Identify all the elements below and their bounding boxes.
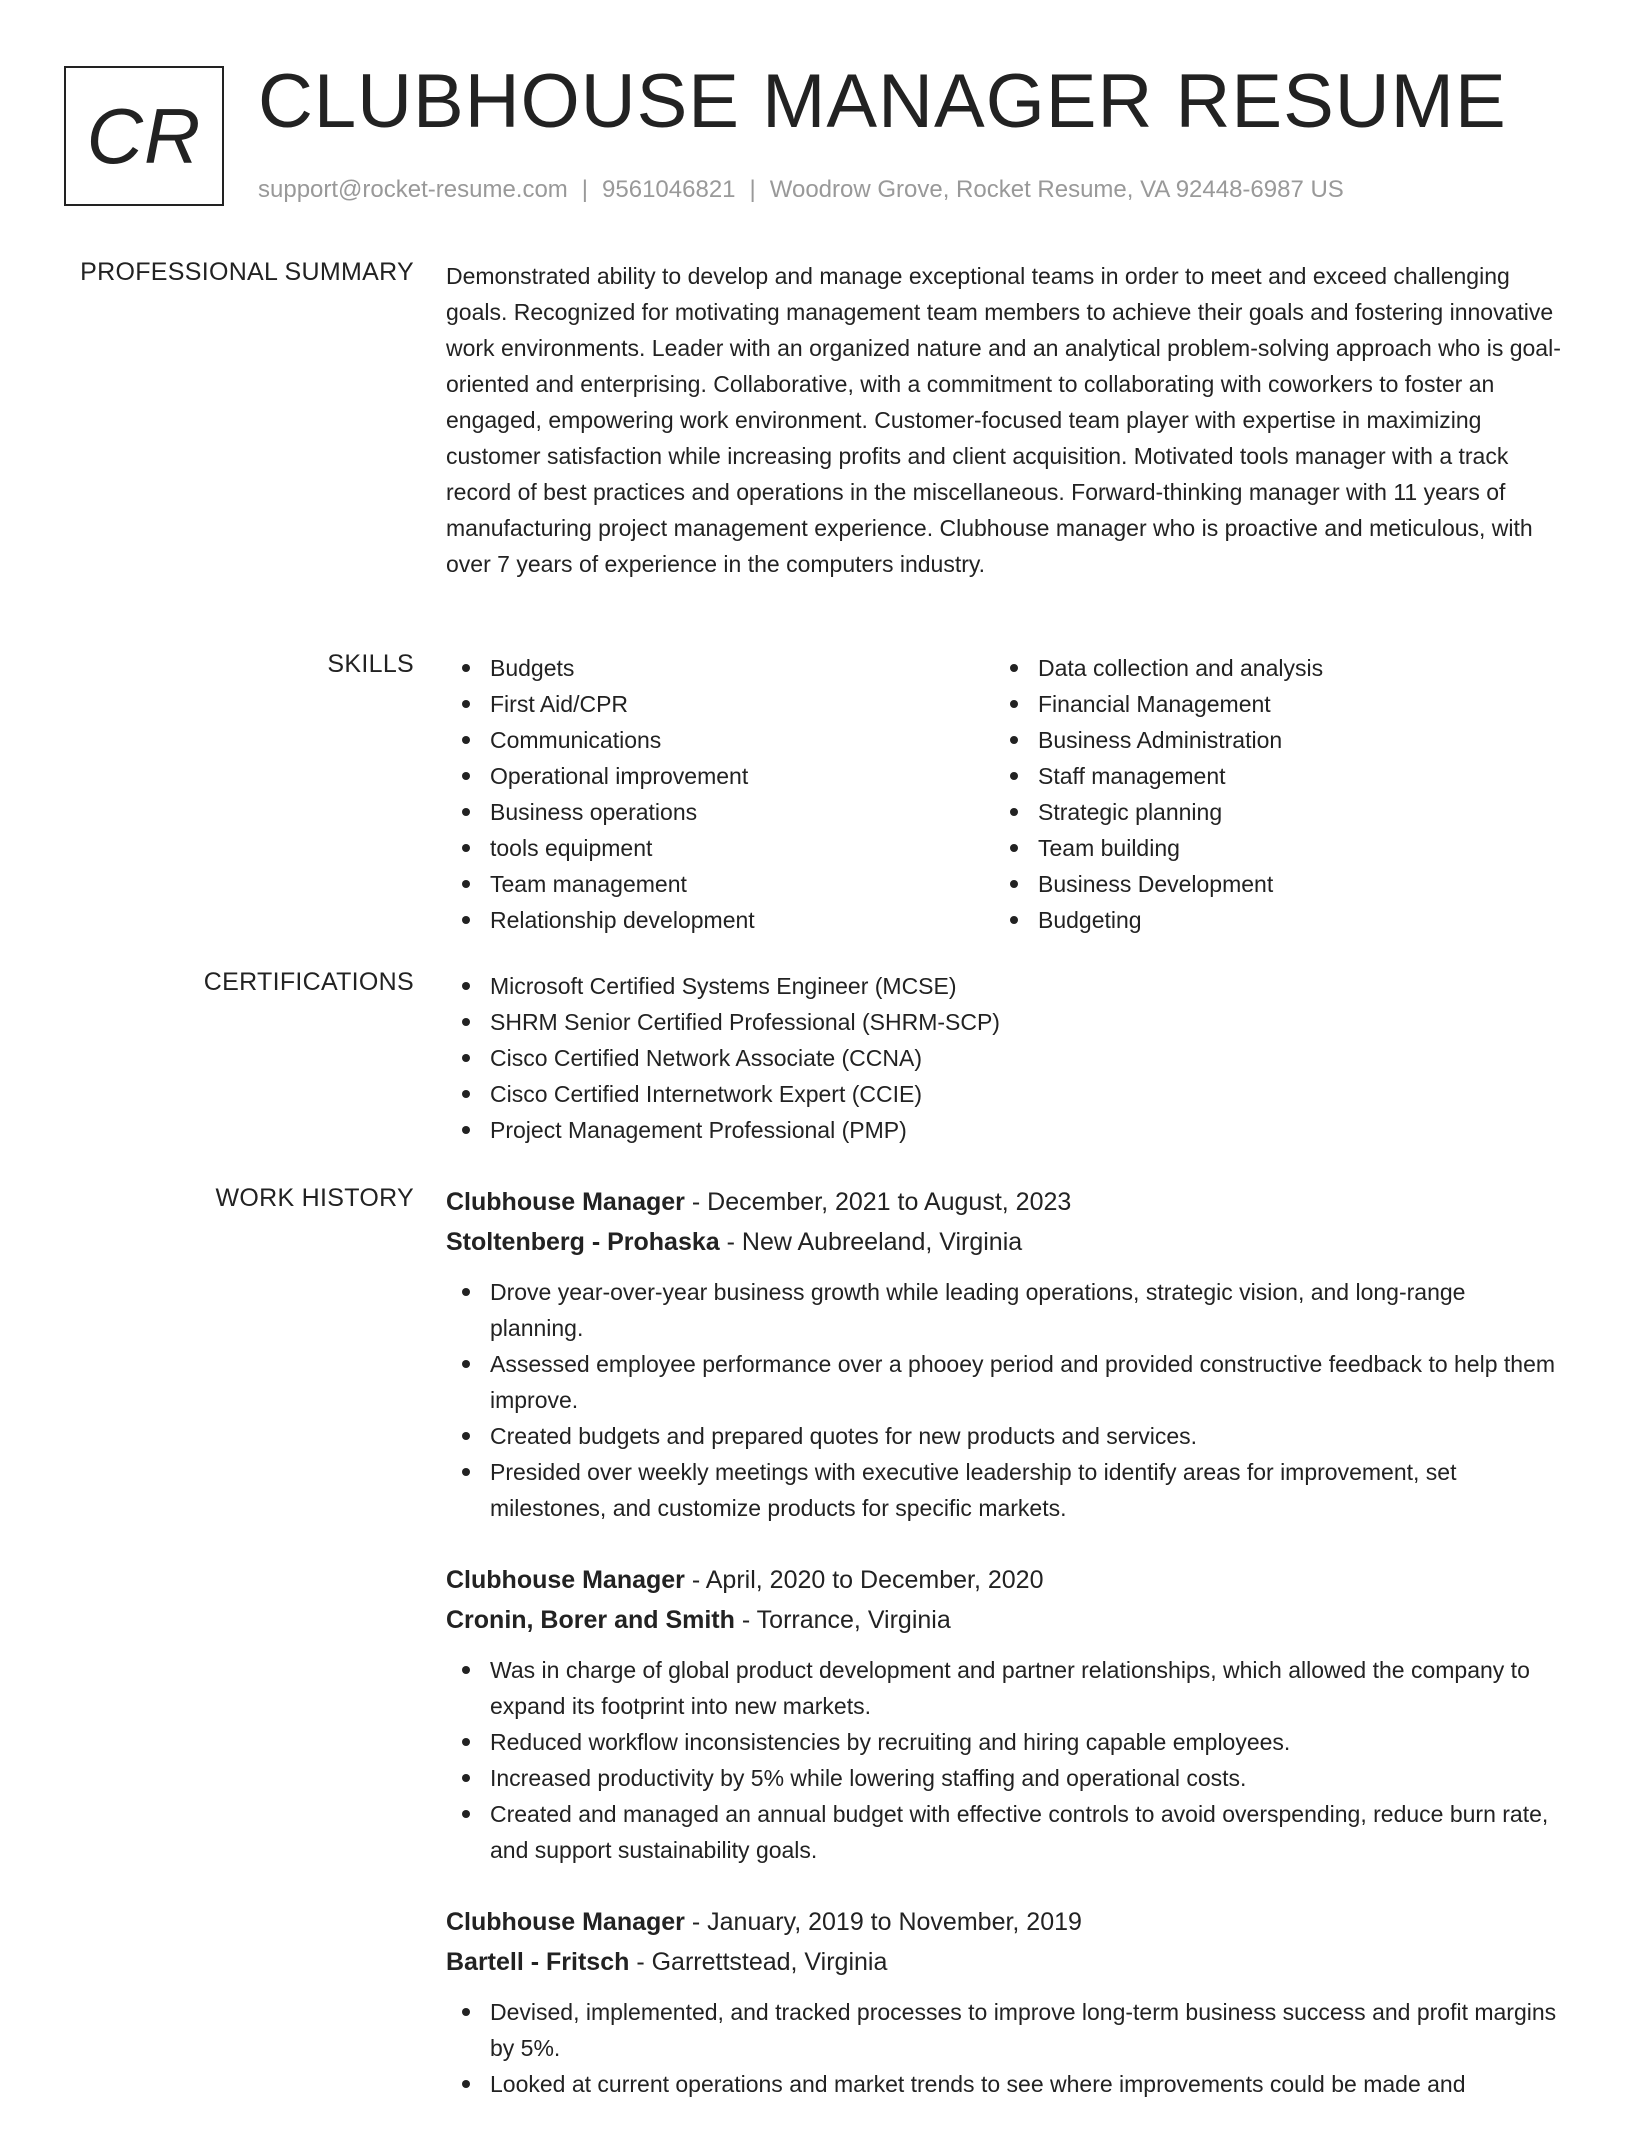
- job-bullet: Created and managed an annual budget with effective controls to avoid overspending, reduce burn rate, and support sustainability goals.: [446, 1796, 1562, 1868]
- job-title: Clubhouse Manager: [446, 1908, 685, 1936]
- job-bullet: Assessed employee performance over a phooey period and provided constructive feedback to help them improve.: [446, 1346, 1562, 1418]
- skill-item: Business Development: [994, 866, 1542, 902]
- contact-line: [258, 176, 1344, 204]
- job-title: Clubhouse Manager: [446, 1566, 685, 1594]
- contact-separator: |: [749, 176, 756, 203]
- skills-list-right: [994, 650, 1542, 938]
- job-bullet: Devised, implemented, and tracked processes to improve long-term business success and profit margins by 5%.: [446, 1994, 1562, 2066]
- certification-item: Cisco Certified Internetwork Expert (CCIE): [446, 1076, 1562, 1112]
- job-company: Bartell - Fritsch: [446, 1948, 630, 1976]
- resume-title: CLUBHOUSE MANAGER RESUME: [258, 59, 1507, 144]
- skill-item: Budgets: [446, 650, 994, 686]
- work-history-heading: WORK HISTORY: [215, 1184, 414, 1212]
- skill-item: First Aid/CPR: [446, 686, 994, 722]
- skill-item: Team management: [446, 866, 994, 902]
- monogram: CR: [64, 66, 224, 206]
- job-location: - New Aubreeland, Virginia: [719, 1228, 1023, 1256]
- job-dates: - April, 2020 to December, 2020: [684, 1566, 1044, 1594]
- skill-item: Team building: [994, 830, 1542, 866]
- job-entry: [446, 1902, 1562, 2102]
- work-history-body: [446, 1182, 1562, 2136]
- skill-item: Communications: [446, 722, 994, 758]
- certification-item: Project Management Professional (PMP): [446, 1112, 1562, 1148]
- job-location: - Garrettstead, Virginia: [629, 1948, 888, 1976]
- skills-heading: SKILLS: [327, 650, 414, 678]
- skills-body: [446, 650, 1562, 938]
- certification-item: Microsoft Certified Systems Engineer (MCSE): [446, 968, 1562, 1004]
- job-title-line: [446, 1902, 1562, 1942]
- job-dates: - December, 2021 to August, 2023: [684, 1188, 1072, 1216]
- job-bullets: [446, 1652, 1562, 1868]
- certifications-body: [446, 968, 1562, 1148]
- job-dates: - January, 2019 to November, 2019: [684, 1908, 1082, 1936]
- job-bullet: Was in charge of global product development and partner relationships, which allowed the company to expand its footprint into new markets.: [446, 1652, 1562, 1724]
- job-bullet: Looked at current operations and market trends to see where improvements could be made and: [446, 2066, 1562, 2102]
- job-entry: [446, 1182, 1562, 1526]
- job-company-line: [446, 1600, 1562, 1640]
- contact-phone: 9561046821: [602, 176, 736, 203]
- certifications-heading: CERTIFICATIONS: [203, 968, 414, 996]
- skill-item: Relationship development: [446, 902, 994, 938]
- job-bullets: [446, 1994, 1562, 2102]
- job-title: Clubhouse Manager: [446, 1188, 685, 1216]
- skill-item: Budgeting: [994, 902, 1542, 938]
- skill-item: tools equipment: [446, 830, 994, 866]
- skill-item: Business Administration: [994, 722, 1542, 758]
- contact-address: Woodrow Grove, Rocket Resume, VA 92448-6987 US: [769, 176, 1344, 203]
- job-company-line: [446, 1222, 1562, 1262]
- skill-item: Strategic planning: [994, 794, 1542, 830]
- skill-item: Data collection and analysis: [994, 650, 1542, 686]
- job-company: Cronin, Borer and Smith: [446, 1606, 735, 1634]
- job-title-line: [446, 1182, 1562, 1222]
- skill-item: Financial Management: [994, 686, 1542, 722]
- skill-item: Business operations: [446, 794, 994, 830]
- job-bullet: Presided over weekly meetings with executive leadership to identify areas for improvement, set milestones, and customize products for specific markets.: [446, 1454, 1562, 1526]
- job-bullet: Reduced workflow inconsistencies by recruiting and hiring capable employees.: [446, 1724, 1562, 1760]
- job-location: - Torrance, Virginia: [734, 1606, 951, 1634]
- job-title-line: [446, 1560, 1562, 1600]
- certification-item: SHRM Senior Certified Professional (SHRM-SCP): [446, 1004, 1562, 1040]
- certifications-list: [446, 968, 1562, 1148]
- job-bullet: Increased productivity by 5% while lowering staffing and operational costs.: [446, 1760, 1562, 1796]
- contact-separator: |: [581, 176, 589, 203]
- contact-email: support@rocket-resume.com: [258, 176, 568, 203]
- job-company: Stoltenberg - Prohaska: [446, 1228, 720, 1256]
- job-bullets: [446, 1274, 1562, 1526]
- summary-body: [446, 258, 1562, 582]
- summary-text: Demonstrated ability to develop and manage exceptional teams in order to meet and exceed challenging goals. Recognized for motivating management team members to achieve their goals and fostering innovative work environments. Leader with an organized nature and an analytical problem-solving approach who is goal-oriented and enterprising. Collaborative, with a commitment to collaborating with coworkers to foster an engaged, empowering work environment. Customer-focused team player with expertise in maximizing customer satisfaction while increasing profits and client acquisition. Motivated tools manager with a track record of best practices and operations in the miscellaneous. Forward-thinking manager with 11 years of manufacturing project management experience. Clubhouse manager who is proactive and meticulous, with over 7 years of experience in the computers industry.: [446, 263, 1561, 577]
- skill-item: Staff management: [994, 758, 1542, 794]
- job-bullet: Drove year-over-year business growth while leading operations, strategic vision, and long-range planning.: [446, 1274, 1562, 1346]
- summary-heading: PROFESSIONAL SUMMARY: [80, 258, 414, 286]
- job-company-line: [446, 1942, 1562, 1982]
- certification-item: Cisco Certified Network Associate (CCNA): [446, 1040, 1562, 1076]
- skill-item: Operational improvement: [446, 758, 994, 794]
- job-entry: [446, 1560, 1562, 1868]
- job-bullet: Created budgets and prepared quotes for new products and services.: [446, 1418, 1562, 1454]
- skills-list-left: [446, 650, 994, 938]
